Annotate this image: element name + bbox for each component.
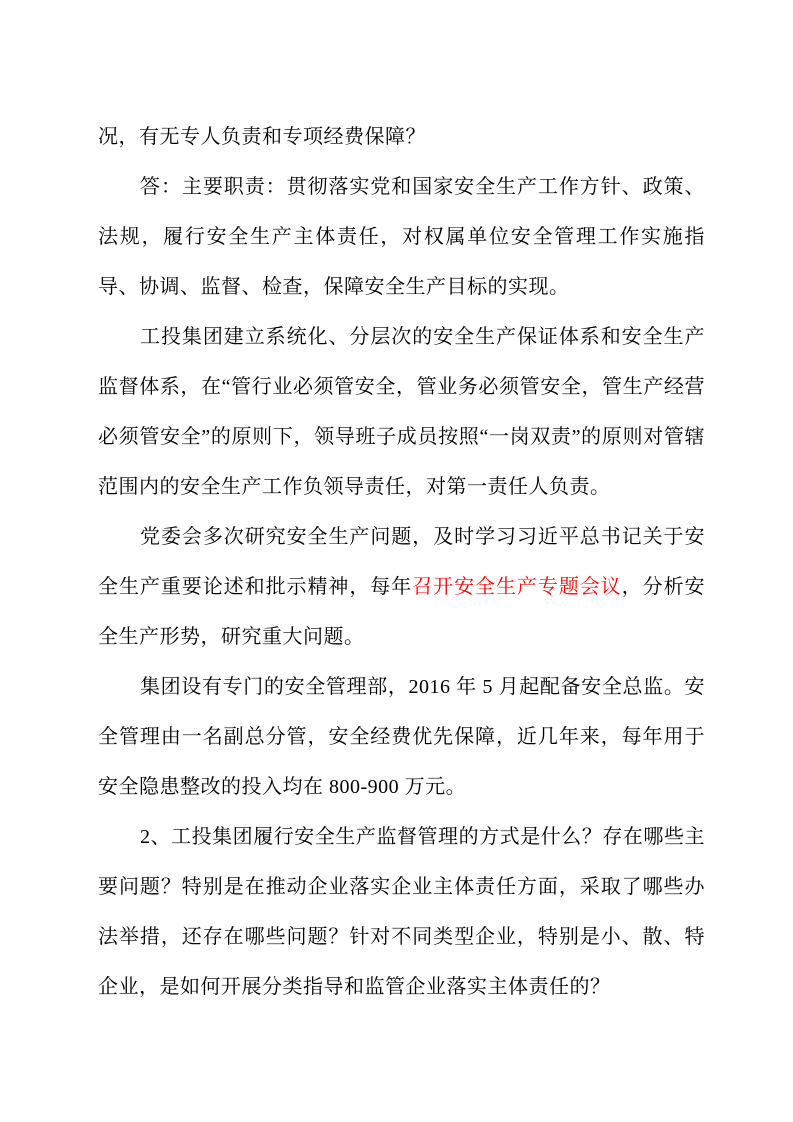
text-run: 党委会多次研究安全生产问题，及时学习习近平总书记关于安全生产重要论述和批示精神，每年 bbox=[98, 526, 705, 598]
paragraph bbox=[98, 312, 705, 512]
text-run: ，分析安全生产形势，研究重大问题。 bbox=[98, 576, 706, 648]
text-run: 2、工投集团履行安全生产监督管理的方式是什么？存在哪些主要问题？特别是在推动企业落实企业主体责任方面，采取了哪些办法举措，还存在哪些问题？针对不同类型企业，特别是小、散、特企业，是如何开展分类指导和监管企业落实主体责任的？ bbox=[98, 826, 705, 998]
highlighted-text: 召开安全生产专题会议 bbox=[412, 576, 622, 598]
paragraph bbox=[98, 812, 705, 1012]
paragraph bbox=[98, 112, 705, 162]
paragraph bbox=[98, 512, 705, 662]
text-run: 工投集团建立系统化、分层次的安全生产保证体系和安全生产监督体系，在“管行业必须管安全，管业务必须管安全，管生产经营必须管安全”的原则下，领导班子成员按照“一岗双责”的原则对管辖范围内的安全生产工作负领导责任，对第一责任人负责。 bbox=[98, 326, 705, 498]
text-run: 况，有无专人负责和专项经费保障？ bbox=[98, 126, 426, 148]
document-body bbox=[98, 112, 705, 1012]
text-run: 答：主要职责：贯彻落实党和国家安全生产工作方针、政策、法规，履行安全生产主体责任，对权属单位安全管理工作实施指导、协调、监督、检查，保障安全生产目标的实现。 bbox=[98, 176, 705, 298]
paragraph bbox=[98, 662, 705, 812]
paragraph bbox=[98, 162, 705, 312]
text-run: 集团设有专门的安全管理部，2016 年 5 月起配备安全总监。安全管理由一名副总分管，安全经费优先保障，近几年来，每年用于安全隐患整改的投入均在 800-900 万元。 bbox=[98, 676, 705, 798]
